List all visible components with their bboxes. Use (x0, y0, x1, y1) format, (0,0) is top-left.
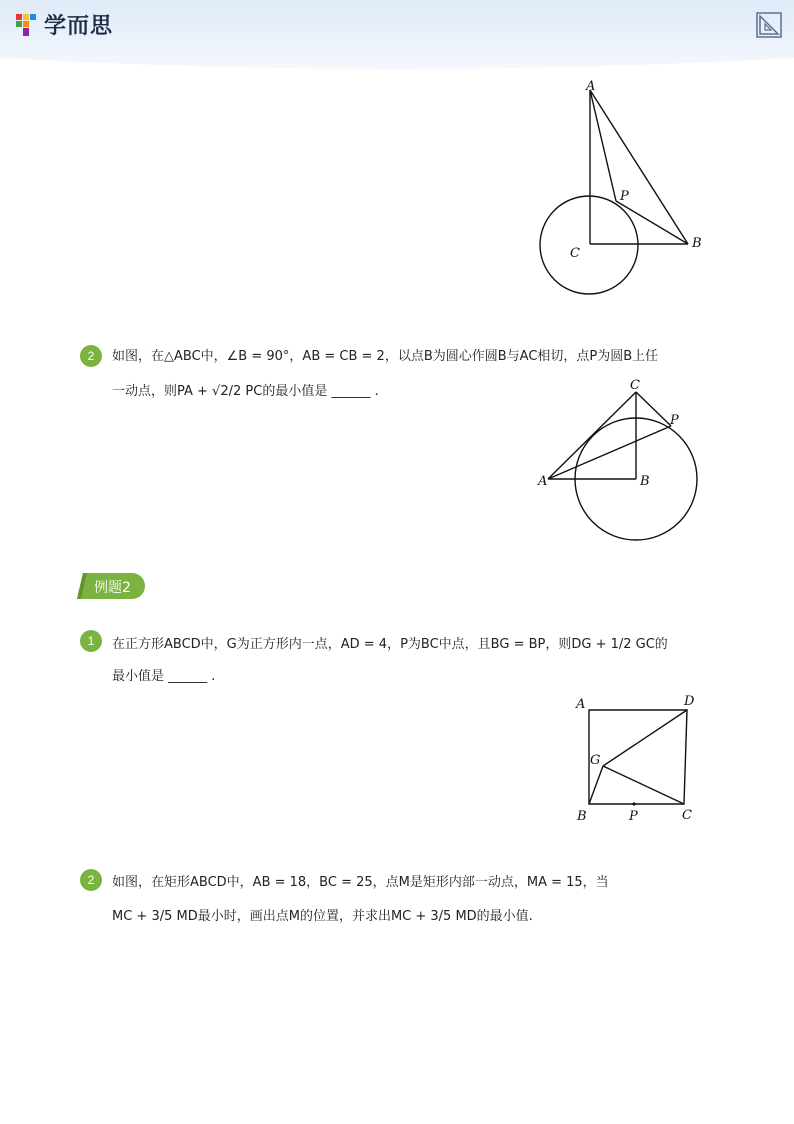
geometry-tools-icon (756, 12, 782, 38)
question-text-line1: 如图，在矩形ABCD中，AB = 18，BC = 25，点M是矩形内部一动点，MA = 15，当 (112, 875, 609, 890)
header-band (0, 0, 794, 72)
label-p: P (629, 809, 638, 824)
label-b: B (640, 474, 650, 489)
label-b: B (577, 809, 587, 824)
square-outline (589, 710, 687, 804)
brand-name: 学而思 (44, 14, 114, 39)
segment-gc (603, 766, 684, 804)
colored-blocks-logo-icon (16, 12, 38, 38)
segment-gd (603, 710, 687, 766)
label-a: A (586, 79, 596, 94)
segment-pb (616, 201, 688, 244)
label-c: C (570, 246, 580, 261)
question-number-badge: 2 (80, 345, 102, 367)
question-text-line1: 在正方形ABCD中，G为正方形内一点，AD = 4，P为BC中点，且BG = BP，则DG + 1/2 GC的 (112, 637, 668, 652)
figure-triangle-circle-2 (530, 372, 710, 547)
label-p: P (620, 189, 629, 204)
question-text-line2: 最小值是 ______ . (112, 669, 216, 684)
label-g: G (590, 753, 601, 768)
point-p (632, 802, 635, 805)
segment-gb (589, 766, 603, 804)
figure-triangle-circle-1 (530, 75, 720, 305)
section-title: 例题2 (94, 580, 131, 596)
question-text-line1: 如图，在△ABC中，∠B = 90°，AB = CB = 2，以点B为圆心作圆B与AC相切，点P为圆B上任 (112, 349, 659, 364)
figure-square-abcd (570, 690, 705, 825)
question-text-line2: MC + 3/5 MD最小时，画出点M的位置，并求出MC + 3/5 MD的最小值. (112, 909, 533, 924)
question-number-badge: 1 (80, 630, 102, 652)
label-c: C (630, 378, 640, 393)
brand-logo (16, 9, 113, 40)
segment-ap (590, 90, 616, 201)
label-d: D (684, 694, 695, 709)
segment-ac (548, 392, 636, 479)
segment-ap (548, 426, 671, 479)
question-number-badge: 2 (80, 869, 102, 891)
label-a: A (576, 697, 586, 712)
circle-c (540, 196, 638, 294)
label-p: P (670, 413, 679, 428)
label-a: A (538, 474, 548, 489)
segment-ab (590, 90, 688, 244)
label-c: C (682, 808, 692, 823)
label-b: B (692, 236, 702, 251)
question-text-line2: 一动点，则PA + √2/2 PC的最小值是 ______ . (112, 384, 379, 399)
